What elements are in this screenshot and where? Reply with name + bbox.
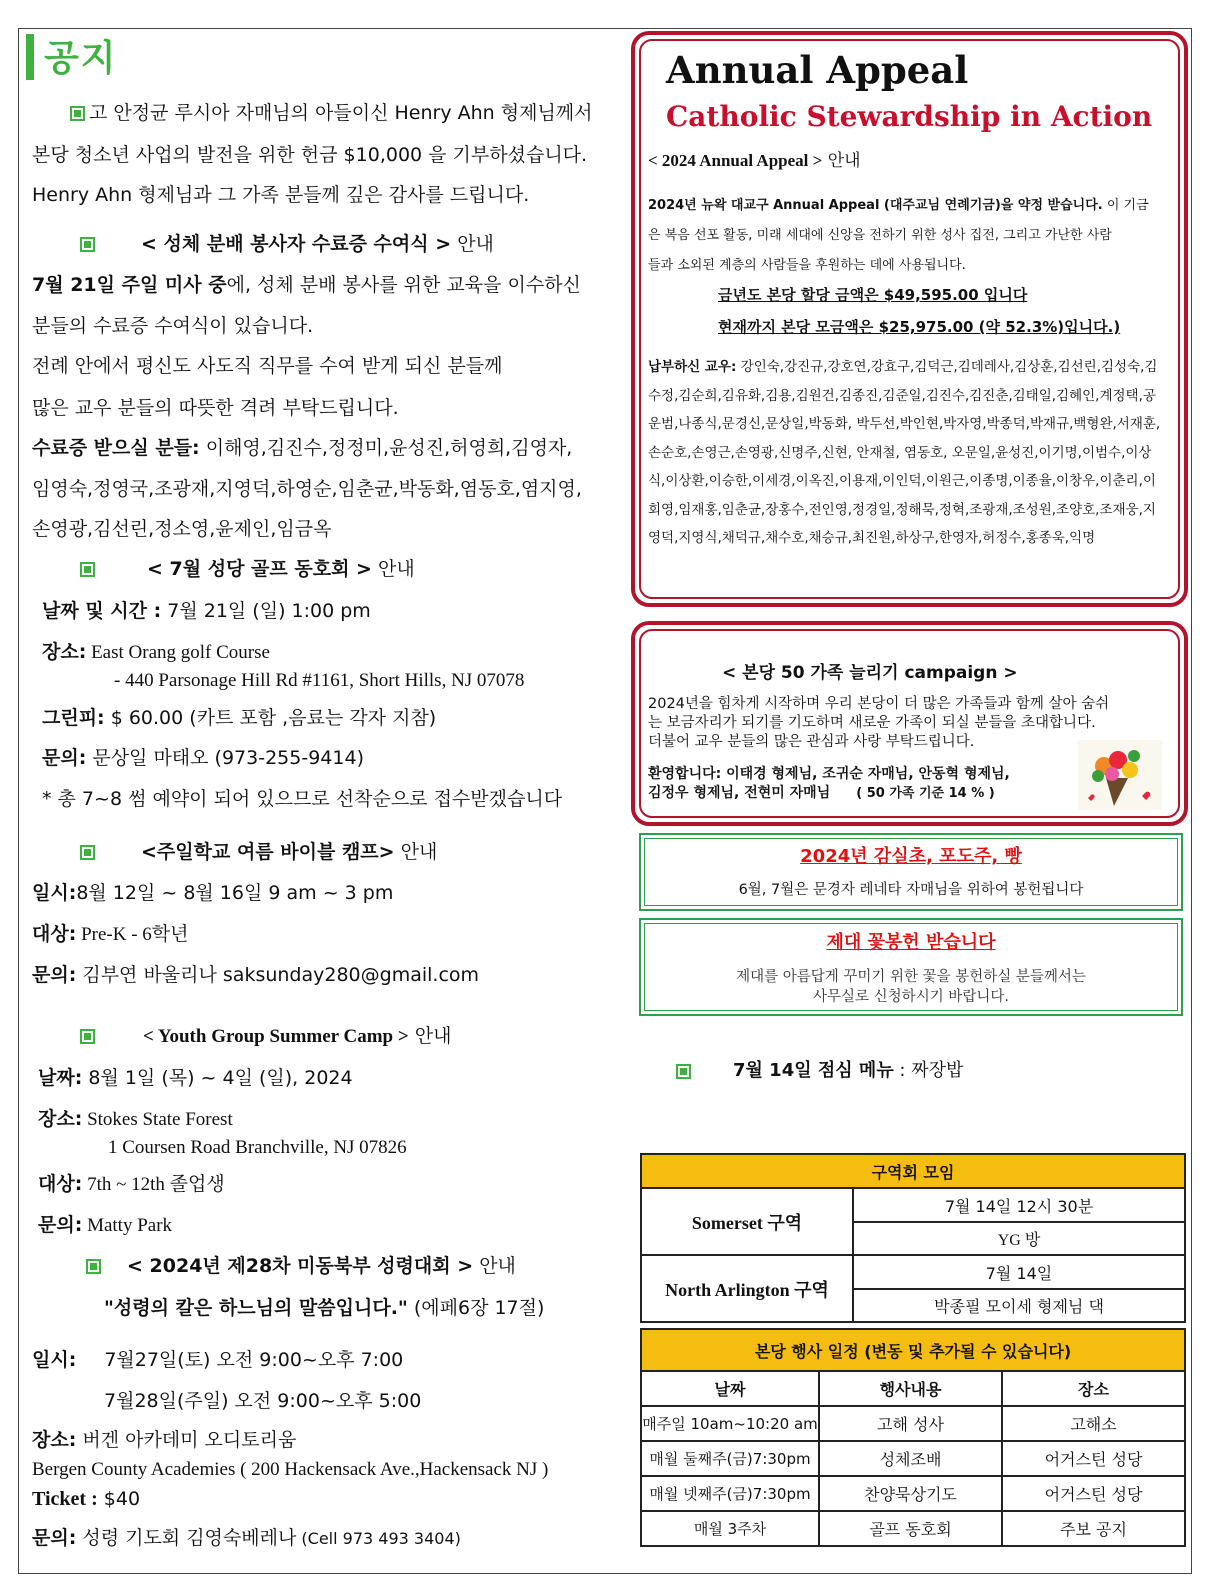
recipients-line-3: 손영광,김선린,정소영,윤제인,임금옥	[32, 518, 332, 540]
schedule-cell-date: 매월 3주차	[641, 1511, 819, 1546]
schedule-col-place: 장소	[1002, 1371, 1185, 1406]
annual-appeal-desc-2: 은 복음 선포 활동, 미래 세대에 신앙을 전하기 위한 성사 집전, 그리고 가난한 사람	[648, 228, 1112, 243]
schedule-cell-event: 성체조배	[819, 1441, 1002, 1476]
schedule-cell-place: 주보 공지	[1002, 1511, 1185, 1546]
golf-heading: < 7월 성당 골프 동호회 > 안내	[80, 554, 415, 581]
annual-appeal-desc-3: 들과 소외된 계층의 사람들을 후원하는 데에 사용됩니다.	[648, 258, 966, 273]
notice-title: 공지	[44, 38, 118, 79]
schedule-cell-event: 고해 성사	[819, 1406, 1002, 1441]
holy-spirit-date-2: 7월28일(주일) 오전 9:00~오후 5:00	[104, 1390, 422, 1412]
offering-title: 2024년 감실초, 포도주, 빵	[800, 846, 1022, 867]
campaign-line-3: 더불어 교우 분들의 많은 관심과 사랑 부탁드립니다.	[648, 734, 975, 750]
holy-spirit-heading: < 2024년 제28차 미동북부 성령대회 > 안내	[86, 1251, 516, 1278]
holy-spirit-quote: "성령의 칼은 하느님의 말씀입니다." (에페6장 17절)	[104, 1297, 545, 1319]
title-accent-bar	[26, 34, 34, 80]
schedule-cell-place: 어거스틴 성당	[1002, 1441, 1185, 1476]
holy-spirit-contact: 문의: 성령 기도회 김영숙베레나 (Cell 973 493 3404)	[32, 1527, 461, 1549]
holy-spirit-date-1: 일시: 7월27일(토) 오전 9:00~오후 7:00	[32, 1349, 404, 1371]
donation-line-1: 고 안정균 루시아 자매님의 아들이신 Henry Ahn 형제님께서	[70, 98, 593, 125]
annual-appeal-raised: 현재까지 본당 모금액은 $25,975.00 (약 52.3%)입니다.)	[718, 318, 1121, 336]
annual-appeal-subtitle: Catholic Stewardship in Action	[666, 100, 1153, 133]
recipients-line-1: 수료증 받으실 분들: 이해영,김진수,정정미,윤성진,허영희,김영자,	[32, 437, 573, 459]
golf-address: - 440 Parsonage Hill Rd #1161, Short Hills, NJ 07078	[114, 670, 525, 691]
district-header: 구역회 모임	[641, 1154, 1185, 1188]
flower-bouquet-icon	[1078, 740, 1162, 810]
schedule-cell-place: 어거스틴 성당	[1002, 1476, 1185, 1511]
annual-appeal-target: 금년도 본당 할당 금액은 $49,595.00 입니다	[718, 286, 1028, 304]
youth-camp-heading: < Youth Group Summer Camp > 안내	[80, 1021, 451, 1048]
bible-camp-contact: 문의: 김부연 바울리나 saksunday280@gmail.com	[32, 964, 480, 986]
youth-camp-address: 1 Coursen Road Branchville, NJ 07826	[108, 1137, 407, 1158]
green-square-bullet-icon	[80, 845, 95, 860]
eucharist-line-2: 분들의 수료증 수여식이 있습니다.	[32, 315, 314, 337]
youth-camp-date: 날짜: 8월 1일 (목) ~ 4일 (일), 2024	[38, 1067, 353, 1089]
recipients-line-2: 임영숙,정영국,조광재,지영덕,하영순,임춘균,박동화,염동호,염지영,	[32, 478, 582, 500]
schedule-col-date: 날짜	[641, 1371, 819, 1406]
holy-spirit-address: Bergen County Academies ( 200 Hackensack Ave.,Hackensack NJ )	[32, 1459, 549, 1480]
district-place-north-arlington: 박종필 모이세 형제님 댁	[853, 1289, 1185, 1322]
golf-datetime: 날짜 및 시간 : 7월 21일 (일) 1:00 pm	[42, 600, 371, 622]
district-meeting-table	[640, 1153, 1186, 1323]
district-date-somerset: 7월 14일 12시 30분	[853, 1188, 1185, 1222]
district-date-north-arlington: 7월 14일	[853, 1255, 1185, 1289]
campaign-welcome-2: 김정우 형제님, 전현미 자매님 ( 50 가족 기준 14 % )	[648, 785, 995, 801]
schedule-cell-event: 찬양묵상기도	[819, 1476, 1002, 1511]
holy-spirit-ticket: Ticket : $40	[32, 1488, 141, 1510]
table-row	[641, 1476, 1185, 1511]
schedule-cell-date: 매주일 10am~10:20 am	[641, 1406, 819, 1441]
annual-appeal-donors: 납부하신 교우: 강인숙,강진규,강호연,강효구,김덕근,김데레사,김상훈,김선린,김성숙,김수정,김순희,김유화,김용,김원건,김종진,김준일,김진수,김진춘,김태일,김혜인,계정택,공운범,나종식,문경신,문상일,박동화, 박두선,박인현,박자영,박종덕,박재규,백형완,서재훈,손순호,손영근,손영광,신명주,신현, 안재철, 염동호, 오문일,윤성진,이기명,이범수,이상식,이상환,이승한,이세경,이옥진,이용재,이인덕,이원근,이종명,이종율,이창우,이춘리,이회영,임재홍,임춘균,장홍수,전인영,정경일,정해묵,정혁,조광재,조성원,조양호,조재웅,지영덕,지영식,채덕규,채수호,채승규,최진원,하상구,한영자,허정수,홍종욱,익명	[648, 359, 1161, 546]
green-square-bullet-icon	[80, 562, 95, 577]
green-square-bullet-icon	[70, 106, 85, 121]
eucharist-line-1: 7월 21일 주일 미사 중에, 성체 분배 봉사를 위한 교육을 이수하신	[32, 274, 581, 296]
golf-contact: 문의: 문상일 마태오 (973-255-9414)	[42, 747, 364, 769]
altar-flowers-line-1: 제대를 아름답게 꾸미기 위한 꽃을 봉헌하실 분들께서는	[736, 969, 1086, 985]
table-row	[641, 1406, 1185, 1441]
golf-note: * 총 7~8 썸 예약이 되어 있으므로 선착순으로 접수받겠습니다	[42, 788, 563, 810]
offering-desc: 6월, 7월은 문경자 레네타 자매님을 위하여 봉헌됩니다	[738, 882, 1084, 898]
campaign-welcome-1: 환영합니다: 이태경 형제님, 조귀순 자매님, 안동혁 형제님,	[648, 766, 1010, 782]
green-square-bullet-icon	[80, 1029, 95, 1044]
holy-spirit-place: 장소: 버겐 아카데미 오디토리움	[32, 1429, 297, 1451]
annual-appeal-title: Annual Appeal	[666, 48, 969, 92]
green-square-bullet-icon	[86, 1259, 101, 1274]
youth-camp-contact: 문의: Matty Park	[38, 1214, 173, 1236]
bible-camp-date: 일시:8월 12일 ~ 8월 16일 9 am ~ 3 pm	[32, 882, 394, 904]
schedule-col-event: 행사내용	[819, 1371, 1002, 1406]
campaign-line-2: 는 보금자리가 되기를 기도하며 새로운 가족이 되실 분들을 초대합니다.	[648, 715, 1096, 731]
annual-appeal-desc-1: 2024년 뉴왁 대교구 Annual Appeal (대주교님 연례기금)을 약정 받습니다. 이 기금	[648, 198, 1149, 213]
campaign-line-1: 2024년을 힘차게 시작하며 우리 본당이 더 많은 가족들과 함께 살아 숨쉬	[648, 696, 1110, 712]
lunch-menu: 7월 14일 점심 메뉴 : 짜장밥	[676, 1056, 963, 1082]
district-name-north-arlington: North Arlington 구역	[641, 1255, 853, 1322]
district-place-somerset: YG 방	[853, 1222, 1185, 1255]
altar-flowers-title: 제대 꽃봉헌 받습니다	[826, 932, 996, 953]
annual-appeal-guide: < 2024 Annual Appeal > 안내	[648, 151, 861, 171]
eucharist-line-3: 전례 안에서 평신도 사도직 직무를 수여 받게 되신 분들께	[32, 355, 503, 377]
schedule-cell-event: 골프 동호회	[819, 1511, 1002, 1546]
schedule-cell-date: 매월 넷째주(금)7:30pm	[641, 1476, 819, 1511]
eucharist-heading: < 성체 분배 봉사자 수료증 수여식 > 안내	[80, 229, 494, 256]
schedule-cell-date: 매월 둘째주(금)7:30pm	[641, 1441, 819, 1476]
table-row	[641, 1511, 1185, 1546]
youth-camp-target: 대상: 7th ~ 12th 졸업생	[38, 1173, 225, 1195]
donation-line-3: Henry Ahn 형제님과 그 가족 분들께 깊은 감사를 드립니다.	[32, 184, 530, 206]
altar-flowers-line-2: 사무실로 신청하시기 바랍니다.	[813, 989, 1009, 1005]
schedule-header: 본당 행사 일정 (변동 및 추가될 수 있습니다)	[641, 1329, 1185, 1371]
schedule-cell-place: 고해소	[1002, 1406, 1185, 1441]
green-square-bullet-icon	[80, 237, 95, 252]
district-name-somerset: Somerset 구역	[641, 1188, 853, 1255]
youth-camp-place: 장소: Stokes State Forest	[38, 1108, 233, 1130]
donation-line-2: 본당 청소년 사업의 발전을 위한 헌금 $10,000 을 기부하셨습니다.	[32, 144, 588, 166]
parish-schedule-table	[640, 1328, 1186, 1547]
bible-camp-target: 대상: Pre-K - 6학년	[32, 923, 189, 945]
golf-fee: 그린피: $ 60.00 (카트 포함 ,음료는 각자 지참)	[42, 707, 437, 729]
green-square-bullet-icon	[676, 1064, 691, 1079]
golf-place: 장소: East Orang golf Course	[42, 641, 270, 663]
table-row	[641, 1441, 1185, 1476]
eucharist-line-4: 많은 교우 분들의 따뜻한 격려 부탁드립니다.	[32, 397, 399, 419]
campaign-heading: < 본당 50 가족 늘리기 campaign >	[722, 663, 1018, 683]
bible-camp-heading: <주일학교 여름 바이블 캠프> 안내	[80, 837, 437, 864]
